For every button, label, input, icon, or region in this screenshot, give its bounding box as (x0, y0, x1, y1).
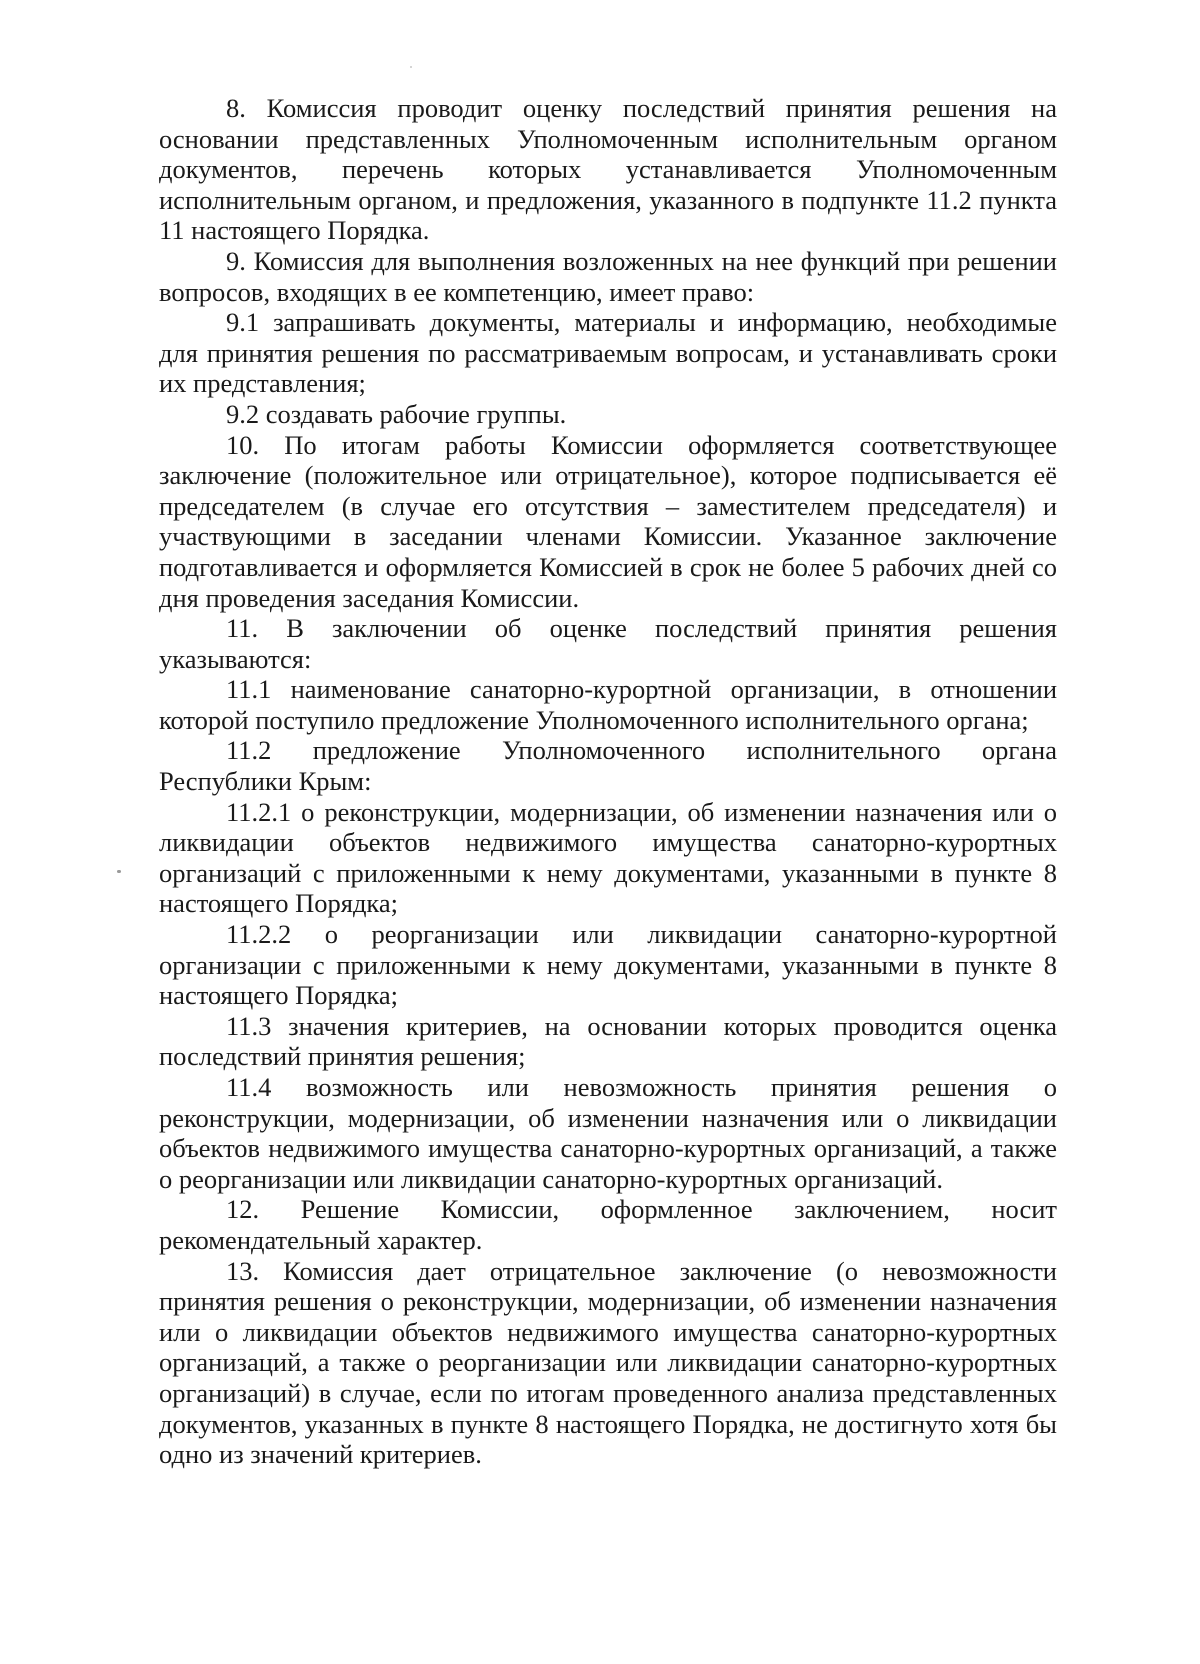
paragraph-9-1: 9.1 запрашивать документы, материалы и информацию, необходимые для принятия решения по рассматриваемым вопросам, и устанавливать сроки их представления; (159, 307, 1057, 399)
scan-speck (410, 66, 412, 68)
paragraph-11-3: 11.3 значения критериев, на основании которых проводится оценка последствий принятия решения; (159, 1010, 1057, 1072)
paragraph-10: 10. По итогам работы Комиссии оформляется соответствующее заключение (положительное или отрицательное), которое подписывается её председателем (в случае его отсутствия – заместителем председателя) и участвующими в заседании членами Комиссии. Указанное заключение подготавливается и оформляется Комиссией в срок не более 5 рабочих дней со дня проведения заседания Комиссии. (159, 429, 1057, 613)
paragraph-11-2-1: 11.2.1 о реконструкции, модернизации, об изменении назначения или о ликвидации объектов недвижимого имущества санаторно-курортных организаций с приложенными к нему документами, указанными в пункте 8 настоящего Порядка; (159, 796, 1057, 919)
paragraph-12: 12. Решение Комиссии, оформленное заключением, носит рекомендательный характер. (159, 1194, 1057, 1255)
paragraph-11-4: 11.4 возможность или невозможность принятия решения о реконструкции, модернизации, об изменении назначения или о ликвидации объектов недвижимого имущества санаторно-курортных организаций, а также о реорганизации или ликвидации санаторно-курортных организаций. (159, 1072, 1057, 1194)
document-body (159, 93, 1057, 1470)
paragraph-8: 8. Комиссия проводит оценку последствий принятия решения на основании представленных Уполномоченным исполнительным органом документов, перечень которых устанавливается Уполномоченным исполнительным органом, и предложения, указанного в подпункте 11.2 пункта 11 настоящего Порядка. (159, 93, 1057, 246)
paragraph-11-2: 11.2 предложение Уполномоченного исполнительного органа Республики Крым: (159, 735, 1057, 797)
paragraph-9: 9. Комиссия для выполнения возложенных на нее функций при решении вопросов, входящих в ее компетенцию, имеет право: (159, 245, 1057, 307)
paragraph-9-2: 9.2 создавать рабочие группы. (226, 398, 567, 429)
paragraph-11-1: 11.1 наименование санаторно-курортной организации, в отношении которой поступило предложение Уполномоченного исполнительного органа; (159, 674, 1057, 735)
paragraph-13: 13. Комиссия дает отрицательное заключение (о невозможности принятия решения о реконструкции, модернизации, об изменении назначения или о ликвидации объектов недвижимого имущества санаторно-курортных организаций, а также о реорганизации или ликвидации санаторно-курортных организаций) в случае, если по итогам проведенного анализа представленных документов, указанных в пункте 8 настоящего Порядка, не достигнуто хотя бы одно из значений критериев. (159, 1255, 1057, 1470)
paragraph-11-2-2: 11.2.2 о реорганизации или ликвидации санаторно-курортной организации с приложенными к нему документами, указанными в пункте 8 настоящего Порядка; (159, 919, 1057, 1011)
scan-speck (117, 870, 121, 873)
paragraph-11: 11. В заключении об оценке последствий принятия решения указываются: (159, 613, 1057, 674)
